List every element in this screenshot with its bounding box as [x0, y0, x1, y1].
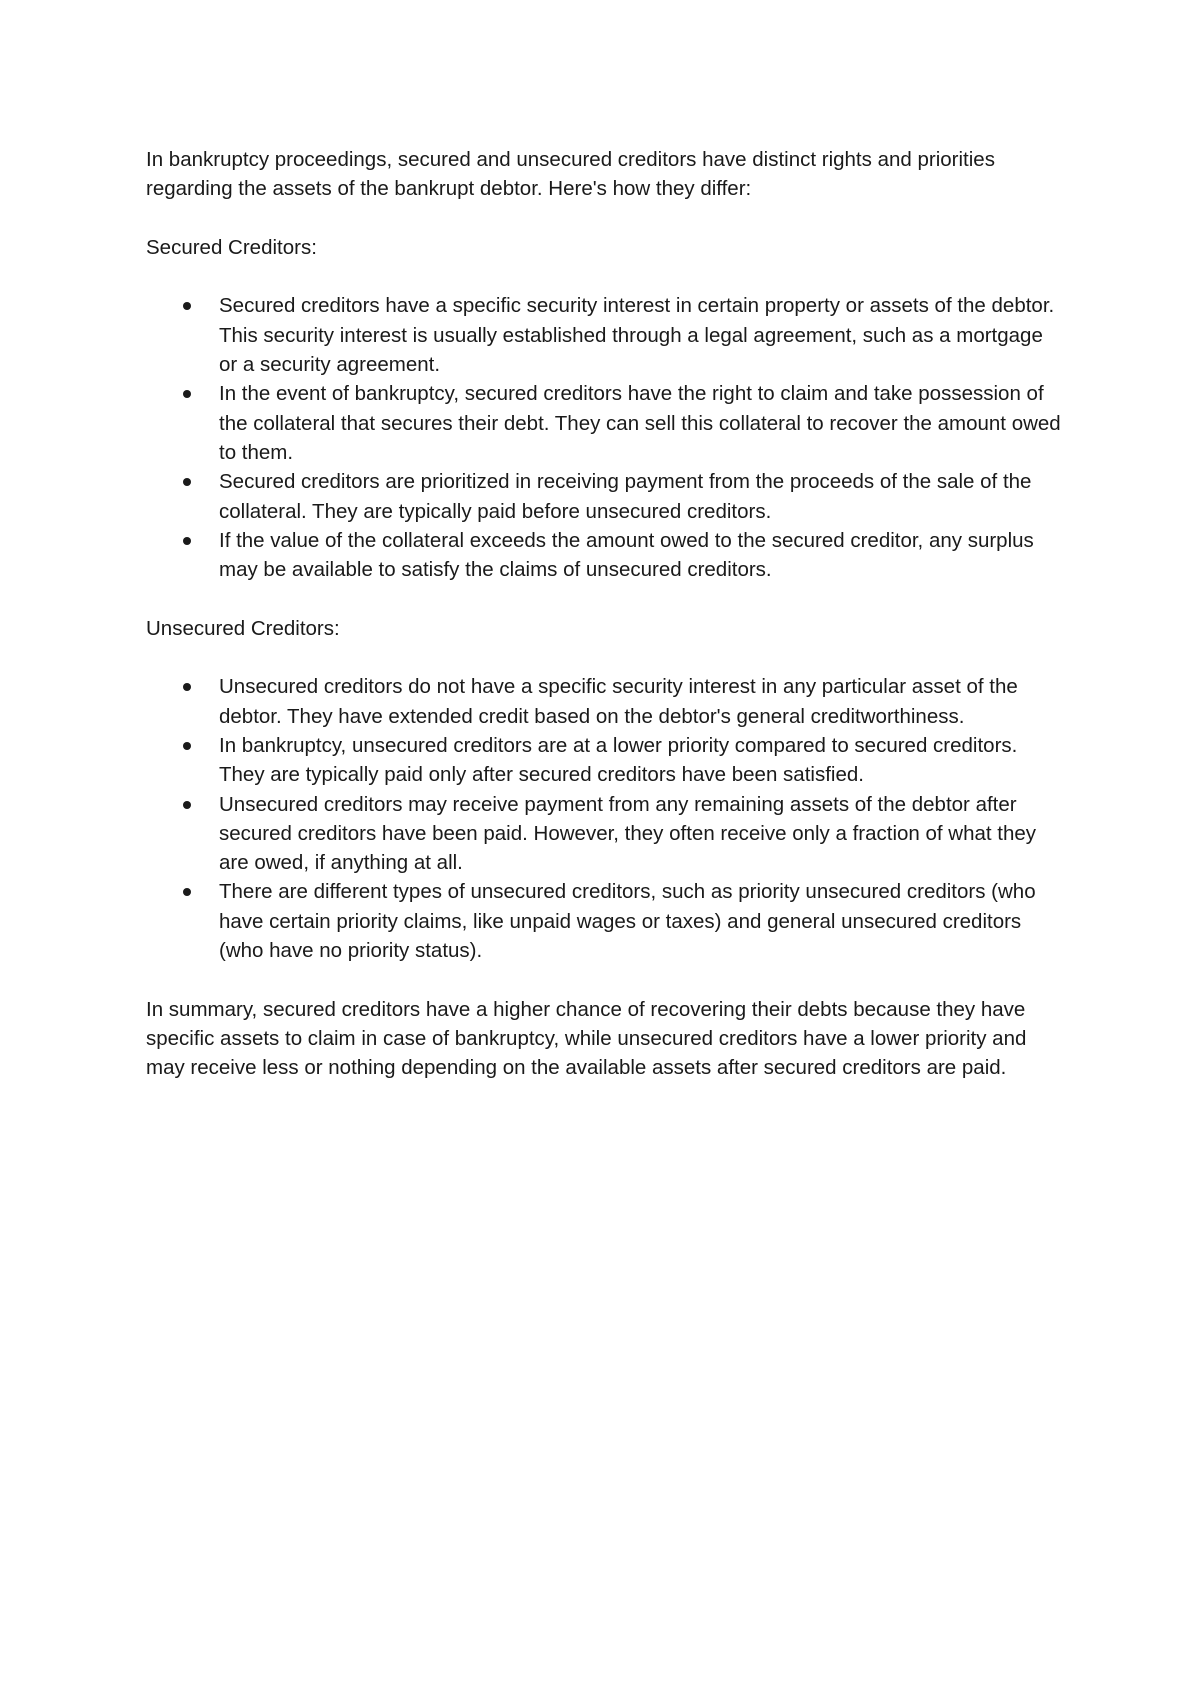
list-item — [219, 379, 1066, 467]
document-body — [146, 145, 1066, 1112]
list-item — [219, 877, 1066, 965]
bullet-icon — [183, 801, 191, 809]
list-item-text: In bankruptcy, unsecured creditors are at a lower priority compared to secured creditors. They are typically paid only after secured creditors have been satisfied. — [219, 733, 1018, 787]
secured-creditors-list — [146, 291, 1066, 584]
bullet-icon — [183, 537, 191, 545]
list-item-text: Unsecured creditors may receive payment from any remaining assets of the debtor after secured creditors have been paid. However, they often receive only a fraction of what they are owed, if anything at all. — [219, 792, 1037, 875]
bullet-icon — [183, 390, 191, 398]
list-item — [219, 526, 1066, 585]
summary-paragraph: In summary, secured creditors have a higher chance of recovering their debts because they have specific assets to claim in case of bankruptcy, while unsecured creditors have a lower priority and may receive less or nothing depending on the available assets after secured creditors are paid. — [146, 997, 1027, 1080]
intro-paragraph: In bankruptcy proceedings, secured and unsecured creditors have distinct rights and priorities regarding the assets of the bankrupt debtor. Here's how they differ: — [146, 148, 995, 201]
bullet-icon — [183, 478, 191, 486]
list-item — [219, 731, 1066, 790]
list-item-text: Unsecured creditors do not have a specific security interest in any particular asset of the debtor. They have extended credit based on the debtor's general creditworthiness. — [219, 675, 1018, 728]
list-item — [219, 467, 1066, 526]
bullet-icon — [183, 888, 191, 896]
bullet-icon — [183, 742, 191, 750]
list-item-text: If the value of the collateral exceeds the amount owed to the secured creditor, any surplus may be available to satisfy the claims of unsecured creditors. — [219, 528, 1034, 582]
secured-creditors-heading: Secured Creditors: — [146, 235, 317, 259]
bullet-icon — [183, 683, 191, 691]
list-item-text: Secured creditors have a specific security interest in certain property or assets of the debtor. This security interest is usually established through a legal agreement, such as a mortgage or a security agreement. — [219, 294, 1055, 377]
bullet-icon — [183, 302, 191, 310]
unsecured-creditors-list — [146, 672, 1066, 965]
list-item — [219, 672, 1066, 731]
unsecured-creditors-heading: Unsecured Creditors: — [146, 616, 340, 640]
list-item-text: Secured creditors are prioritized in receiving payment from the proceeds of the sale of the collateral. They are typically paid before unsecured creditors. — [219, 470, 1032, 523]
list-item — [219, 790, 1066, 878]
list-item — [219, 291, 1066, 379]
list-item-text: In the event of bankruptcy, secured creditors have the right to claim and take possession of the collateral that secures their debt. They can sell this collateral to recover the amount owed to them. — [219, 382, 1061, 464]
list-item-text: There are different types of unsecured creditors, such as priority unsecured creditors (who have certain priority claims, like unpaid wages or taxes) and general unsecured creditors (who have no priority status). — [219, 880, 1036, 963]
